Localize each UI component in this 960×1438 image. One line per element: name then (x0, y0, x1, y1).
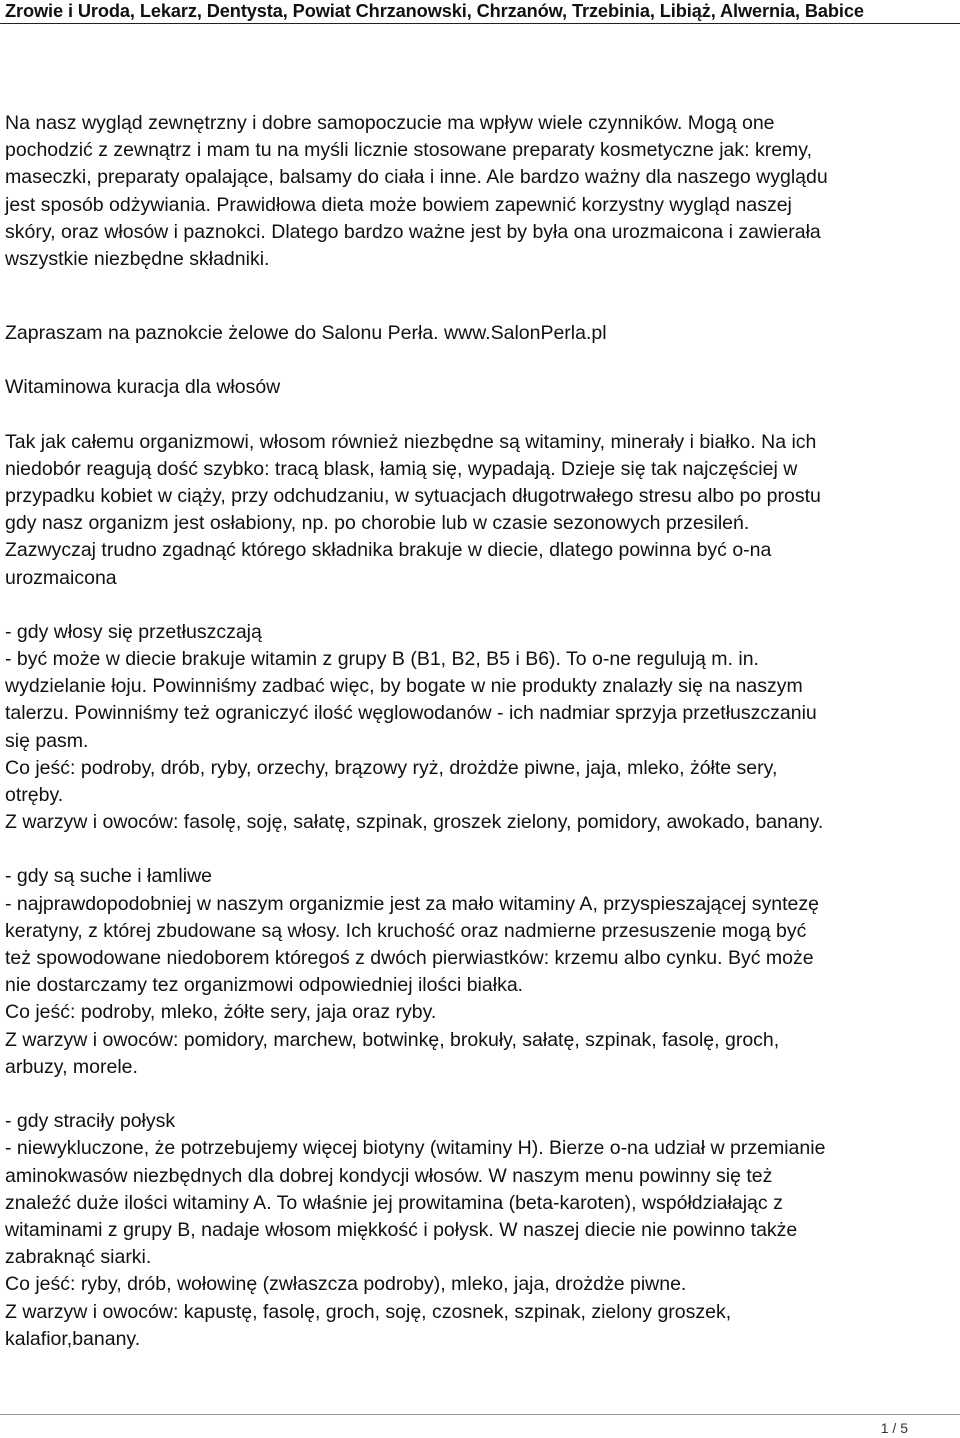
text-line: maseczki, preparaty opalające, balsamy do ciała i inne. Ale bardzo ważny dla naszego wyglądu (5, 166, 828, 189)
text-line: się pasm. (5, 729, 89, 752)
text-line: - gdy straciły połysk (5, 1110, 176, 1133)
text-line: kalafior,banany. (5, 1327, 141, 1350)
text-line: przypadku kobiet w ciąży, przy odchudzaniu, w sytuacjach długotrwałego stresu albo po prostu (5, 485, 821, 508)
text-line: jest sposób odżywiania. Prawidłowa dieta może bowiem zapewnić korzystny wygląd naszej (5, 193, 792, 216)
text-line: wszystkie niezbędne składniki. (5, 248, 270, 271)
section-title (5, 374, 955, 401)
text-line: Zazwyczaj trudno zgadnąć którego składnika brakuje w diecie, dlatego powinna być o-na (5, 539, 772, 562)
text-line: pochodzić z zewnątrz i mam tu na myśli licznie stosowane preparaty kosmetyczne jak: kremy, (5, 139, 813, 162)
paragraph-dry-hair (5, 863, 955, 1081)
text-line: otręby. (5, 784, 64, 807)
text-line: Z warzyw i owoców: fasolę, soję, sałatę, szpinak, groszek zielony, pomidory, awokado, banany. (5, 811, 824, 834)
text-line: Co jeść: podroby, drób, ryby, orzechy, brązowy ryż, drożdże piwne, jaja, mleko, żółte sery, (5, 756, 778, 779)
text-line: Z warzyw i owoców: pomidory, marchew, botwinkę, brokuły, sałatę, szpinak, fasolę, groch, (5, 1028, 780, 1051)
text-line: witaminami z grupy B, nadaje włosom miękkość i połysk. W naszej diecie nie powinno także (5, 1218, 798, 1241)
text-line: arbuzy, morele. (5, 1055, 138, 1078)
text-line: - najprawdopodobniej w naszym organizmie jest za mało witaminy A, przyspieszającej syntezę (5, 892, 819, 915)
text-line: skóry, oraz włosów i paznokci. Dlatego bardzo ważne jest by była ona urozmaicona i zawierała (5, 220, 821, 243)
paragraph-general (5, 429, 955, 592)
promo-text: Zapraszam na paznokcie żelowe do Salonu Perła. www.SalonPerla.pl (5, 322, 607, 345)
text-line: - gdy włosy się przetłuszczają (5, 620, 262, 643)
text-line: Z warzyw i owoców: kapustę, fasolę, groch, soję, czosnek, szpinak, zielony groszek, (5, 1300, 732, 1323)
promo-line (5, 320, 955, 347)
text-line: znaleźć duże ilości witaminy A. To właśnie jej prowitamina (beta-karoten), współdziałając z (5, 1191, 783, 1214)
header-title: Zrowie i Uroda, Lekarz, Dentysta, Powiat Chrzanowski, Chrzanów, Trzebinia, Libiąż, Alwernia, Babice (5, 1, 864, 21)
text-line: wydzielanie łoju. Powinniśmy zadbać więc, by bogate w nie produkty znalazły się na naszym (5, 675, 803, 698)
text-line: - niewykluczone, że potrzebujemy więcej biotyny (witaminy H). Bierze o-na udział w przemianie (5, 1137, 826, 1160)
text-line: zabraknąć siarki. (5, 1246, 152, 1269)
page-header (0, 0, 960, 24)
text-line: - być może w diecie brakuje witamin z grupy B (B1, B2, B5 i B6). To o-ne regulują m. in. (5, 648, 759, 671)
text-line: gdy nasz organizm jest osłabiony, np. po chorobie lub w czasie sezonowych przesileń. (5, 512, 750, 535)
text-line: Co jeść: ryby, drób, wołowinę (zwłaszcza podroby), mleko, jaja, drożdże piwne. (5, 1273, 687, 1296)
text-line: aminokwasów niezbędnych dla dobrej kondycji włosów. W naszym menu powinny się też (5, 1164, 773, 1187)
paragraph-oily-hair (5, 619, 955, 837)
text-line: Co jeść: podroby, mleko, żółte sery, jaja oraz ryby. (5, 1001, 437, 1024)
footer-divider (0, 1414, 960, 1415)
text-line: nie dostarczamy tez organizmowi odpowiedniej ilości białka. (5, 974, 524, 997)
text-line: keratyny, z której zbudowane są włosy. Ich kruchość oraz nadmierne przesuszenie mogą być (5, 919, 807, 942)
text-line: też spowodowane niedoborem któregoś z dwóch pierwiastków: krzemu albo cynku. Być może (5, 947, 814, 970)
text-line: Tak jak całemu organizmowi, włosom również niezbędne są witaminy, minerały i białko. Na ich (5, 430, 817, 453)
text-line: niedobór reagują dość szybko: tracą blask, łamią się, wypadają. Dzieje się tak najczęściej w (5, 457, 798, 480)
text-line: talerzu. Powinniśmy też ograniczyć ilość węglowodanów - ich nadmiar sprzyja przetłuszczaniu (5, 702, 817, 725)
text-line: - gdy są suche i łamliwe (5, 865, 212, 888)
intro-paragraph (5, 110, 955, 273)
text-line: urozmaicona (5, 566, 117, 589)
document-body (5, 110, 955, 1353)
section-title-text: Witaminowa kuracja dla włosów (5, 376, 281, 399)
page-number: 1 / 5 (880, 1420, 908, 1436)
paragraph-dull-hair (5, 1108, 955, 1353)
text-line: Na nasz wygląd zewnętrzny i dobre samopoczucie ma wpływ wiele czynników. Mogą one (5, 112, 775, 134)
